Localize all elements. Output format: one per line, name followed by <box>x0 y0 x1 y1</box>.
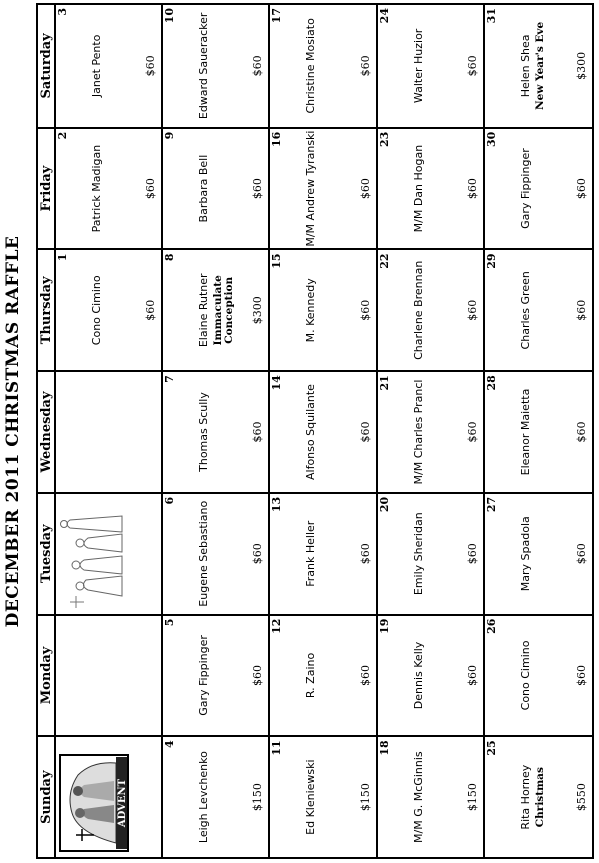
calendar-cell-thursday <box>270 248 377 370</box>
day-header-monday: Monday <box>38 614 56 736</box>
day-header-thursday: Thursday <box>38 248 56 370</box>
day-number: 24 <box>377 8 391 24</box>
day-number: 16 <box>270 131 284 148</box>
calendar-cell-thursday <box>378 248 485 370</box>
winner-name: Barbara Bell <box>197 154 211 223</box>
advent-illustration <box>58 753 130 853</box>
winner-name: Leigh Levchenko <box>197 751 211 844</box>
day-number: 27 <box>484 496 498 513</box>
day-number: 13 <box>270 496 284 513</box>
winner-name: Rita Horney <box>518 764 532 830</box>
calendar-cell-monday <box>270 614 377 736</box>
winner-name: Dennis Kelly <box>411 641 425 710</box>
winner-name: M/M Charles Prancl <box>411 379 425 485</box>
calendar-cell-friday <box>378 127 485 249</box>
prize-amount: $60 <box>358 664 372 686</box>
nativity-illustration <box>58 510 128 610</box>
page-title: DECEMBER 2011 CHRISTMAS RAFFLE <box>3 235 23 628</box>
day-number: 5 <box>163 618 177 627</box>
day-number: 7 <box>163 375 177 383</box>
winner-name: Cono Cimino <box>518 640 532 711</box>
day-number: 28 <box>484 375 498 391</box>
prize-amount: $60 <box>358 543 372 565</box>
winner-name: M/M G. McGinnis <box>411 751 425 843</box>
calendar-cell-sunday <box>163 735 270 857</box>
calendar-cell-wednesday <box>378 370 485 492</box>
prize-amount: $150 <box>465 783 479 812</box>
day-number: 1 <box>56 253 69 262</box>
calendar-cell-monday <box>378 614 485 736</box>
prize-amount: $150 <box>358 783 372 812</box>
calendar-cell-thursday <box>163 248 270 370</box>
winner-name: Cono Cimino <box>90 275 103 346</box>
calendar-cell-saturday <box>270 5 377 127</box>
winner-name: Eugene Sebastiano <box>197 500 211 607</box>
day-header-tuesday: Tuesday <box>38 492 56 614</box>
prize-amount: $550 <box>574 783 588 812</box>
prize-amount: $60 <box>465 299 479 321</box>
day-number: 14 <box>270 375 284 391</box>
calendar-cell-saturday <box>163 5 270 127</box>
day-number: 9 <box>163 131 177 140</box>
prize-amount: $60 <box>144 299 158 321</box>
day-number: 2 <box>56 131 69 140</box>
calendar-cell-sunday <box>485 735 592 857</box>
day-header-wednesday: Wednesday <box>38 370 56 492</box>
prize-amount: $60 <box>358 178 372 200</box>
day-number: 22 <box>377 253 391 269</box>
day-number: 6 <box>163 496 177 505</box>
day-header-sunday: Sunday <box>38 735 56 857</box>
winner-name: Charles Green <box>518 271 532 350</box>
winner-name: Christine Mosiato <box>304 18 318 114</box>
winner-name: Charlene Brennan <box>411 260 425 360</box>
day-number: 18 <box>377 740 391 756</box>
winner-name: Mary Spadola <box>518 516 532 592</box>
calendar-cell-tuesday <box>378 492 485 614</box>
winner-name: Elaine Rutner <box>197 273 211 348</box>
prize-amount: $60 <box>251 543 265 565</box>
prize-amount: $60 <box>574 178 588 200</box>
calendar-cell-friday <box>56 127 163 249</box>
day-number: 29 <box>484 253 498 269</box>
calendar-cell-wednesday <box>56 370 163 492</box>
prize-amount: $60 <box>358 421 372 443</box>
day-number: 12 <box>270 618 284 634</box>
day-header-saturday: Saturday <box>38 5 56 127</box>
day-number: 21 <box>377 375 391 391</box>
winner-name: Frank Heller <box>304 520 318 587</box>
prize-amount: $60 <box>465 178 479 200</box>
calendar-cell-saturday <box>485 5 592 127</box>
advent-label: ADVENT <box>117 778 128 828</box>
calendar-cell-thursday <box>485 248 592 370</box>
winner-name: Thomas Scully <box>197 392 211 472</box>
prize-amount: $60 <box>574 299 588 321</box>
calendar-cell-tuesday <box>270 492 377 614</box>
winner-name: Walter Huzior <box>411 28 425 104</box>
day-number: 8 <box>163 253 177 262</box>
winner-name: R. Zaino <box>304 652 318 699</box>
prize-amount: $300 <box>574 51 588 80</box>
calendar-cell-sunday <box>270 735 377 857</box>
day-number: 4 <box>163 740 177 748</box>
winner-name: M. Kennedy <box>304 278 318 343</box>
prize-amount: $60 <box>574 664 588 686</box>
day-number: 3 <box>56 8 69 16</box>
calendar-cell-friday <box>485 127 592 249</box>
day-number: 17 <box>270 8 284 24</box>
day-header-friday: Friday <box>38 127 56 249</box>
prize-amount: $60 <box>358 55 372 77</box>
calendar-cell-monday <box>163 614 270 736</box>
day-number: 20 <box>377 496 391 513</box>
prize-amount: $60 <box>144 55 158 77</box>
winner-name: Patrick Madigan <box>90 144 103 233</box>
calendar-cell-wednesday <box>163 370 270 492</box>
calendar-cell-tuesday <box>56 492 163 614</box>
prize-amount: $60 <box>251 55 265 77</box>
winner-name: Janet Pento <box>90 34 103 98</box>
winner-name: Gary Fippinger <box>197 635 211 716</box>
winner-name: Gary Fippinger <box>518 148 532 229</box>
day-number: 30 <box>484 131 498 148</box>
holiday-note: Christmas <box>533 767 546 828</box>
prize-amount: $60 <box>465 664 479 686</box>
day-number: 26 <box>484 618 498 634</box>
prize-amount: $60 <box>465 421 479 443</box>
calendar-cell-saturday <box>56 5 163 127</box>
holiday-note: Immaculate Conception <box>212 275 236 346</box>
day-number: 23 <box>377 131 391 148</box>
winner-name: M/M Dan Hogan <box>411 144 425 233</box>
calendar-cell-friday <box>270 127 377 249</box>
prize-amount: $60 <box>574 421 588 443</box>
prize-amount: $60 <box>465 543 479 565</box>
calendar-cell-saturday <box>378 5 485 127</box>
calendar-cell-wednesday <box>270 370 377 492</box>
winner-name: Ed Kleniewski <box>304 759 318 835</box>
calendar-cell-sunday <box>378 735 485 857</box>
calendar-cell-monday <box>485 614 592 736</box>
prize-amount: $300 <box>251 296 265 325</box>
calendar-cell-sunday <box>56 735 163 857</box>
prize-amount: $60 <box>465 55 479 77</box>
day-number: 25 <box>484 740 498 756</box>
calendar-cell-wednesday <box>485 370 592 492</box>
prize-amount: $60 <box>251 421 265 443</box>
prize-amount: $60 <box>574 543 588 565</box>
calendar-cell-friday <box>163 127 270 249</box>
prize-amount: $60 <box>358 299 372 321</box>
winner-name: Emily Sheridan <box>411 512 425 596</box>
prize-amount: $60 <box>251 664 265 686</box>
winner-name: M/M Andrew Tyranski <box>304 130 318 247</box>
calendar-cell-monday <box>56 614 163 736</box>
day-number: 15 <box>270 253 284 269</box>
winner-name: Helen Shea <box>518 34 532 98</box>
calendar-cell-tuesday <box>485 492 592 614</box>
prize-amount: $60 <box>251 178 265 200</box>
day-number: 31 <box>484 8 498 24</box>
day-number: 19 <box>377 618 391 634</box>
calendar-cell-tuesday <box>163 492 270 614</box>
prize-amount: $60 <box>144 178 158 200</box>
calendar-grid <box>36 3 594 859</box>
prize-amount: $150 <box>251 783 265 812</box>
day-number: 10 <box>163 8 177 24</box>
winner-name: Edward Saueracker <box>197 12 211 120</box>
holiday-note: New Year's Eve <box>533 21 546 110</box>
day-number: 11 <box>270 740 284 756</box>
winner-name: Alfonso Squilante <box>304 384 318 480</box>
winner-name: Eleanor Maietta <box>518 388 532 476</box>
calendar-cell-thursday <box>56 248 163 370</box>
